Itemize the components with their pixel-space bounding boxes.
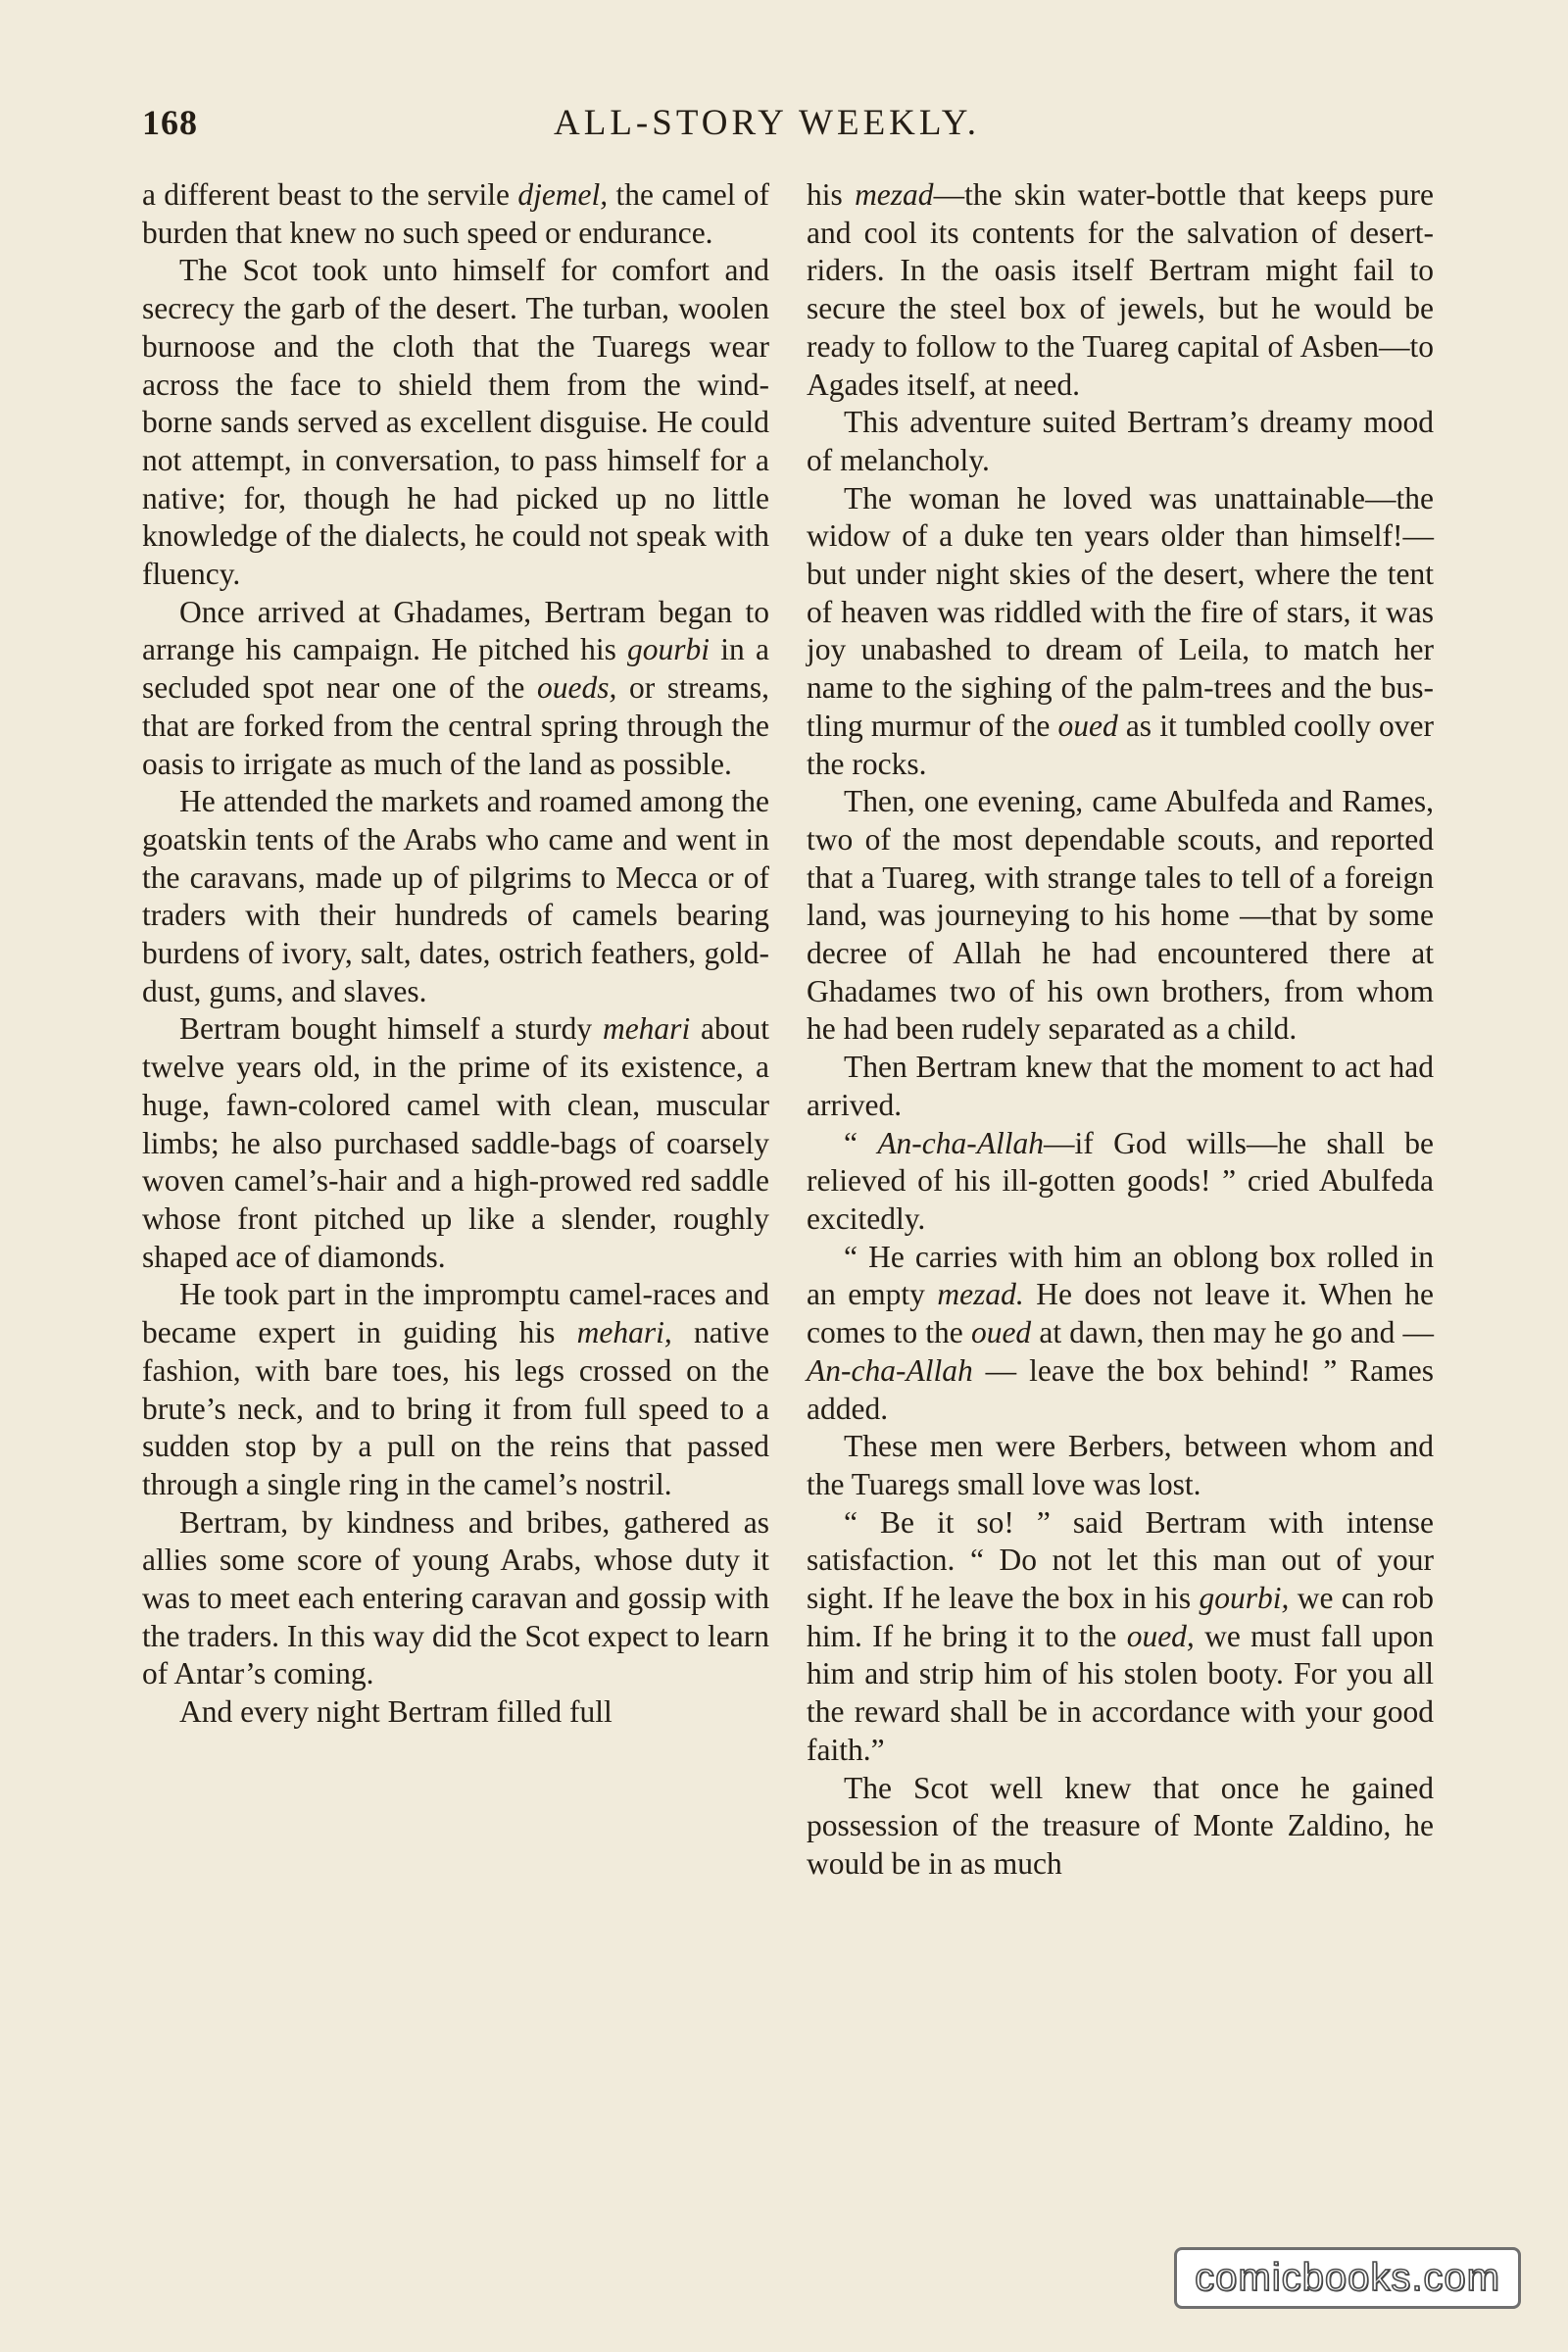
text-run: Then Bertram knew that the moment to act had arrived. [807, 1050, 1434, 1122]
paragraph [807, 176, 1434, 404]
text-run: Once arrived at Ghadames, Bertram began to arrange his campaign. He pitched his [142, 594, 769, 667]
text-run: The Scot well knew that once he gained possession of the treasure of Monte Zaldino, he would be in as much [807, 1770, 1434, 1881]
italic-term: djemel, [517, 177, 609, 212]
italic-term: oued, [1126, 1618, 1195, 1653]
text-run: we must fall upon him and strip him of his stolen booty. For you all the reward shall be in accordance with your good faith.” [807, 1618, 1434, 1767]
paragraph [142, 594, 769, 784]
text-run: —if God wills—he shall be relieved of his ill-gotten goods! ” cried Abulfeda excitedly. [807, 1125, 1434, 1236]
paragraph [807, 783, 1434, 1049]
paragraph [142, 1693, 769, 1732]
italic-term: mehari [602, 1011, 691, 1047]
text-run: This adventure suited Bertram’s dreamy mood of melancholy. [807, 405, 1434, 477]
paragraph [142, 252, 769, 593]
text-run: a different beast to the servile [142, 177, 518, 212]
paragraph [807, 1239, 1434, 1429]
text-run: The woman he loved was unattainable—the widow of a duke ten years older than himself!—but under night skies of the desert, where the tent of heaven was riddled with the fire of stars, it was joy unabashed to dream of Leila, to match her name to the sighing of the palm-trees and the bustling murmur of the [807, 480, 1434, 743]
italic-term: mezad [855, 177, 934, 212]
paragraph [807, 1428, 1434, 1503]
text-run: at dawn, then may he go and — [1031, 1315, 1434, 1350]
text-run: or streams, that are forked from the central spring through the oasis to irrigate as much of the land as possible. [142, 670, 770, 781]
text-run: as it tumbled coolly over the rocks. [807, 708, 1435, 781]
text-run: the camel of burden that knew no such speed or endurance. [142, 177, 769, 250]
text-run: “ Be it so! ” said Bertram with intense satisfaction. “ Do not let this man out of your sight. If he leave the box in his [807, 1504, 1434, 1616]
text-run: He does not leave it. When he comes to the [807, 1277, 1435, 1350]
italic-term: gourbi [627, 632, 710, 667]
text-run: “ [844, 1125, 878, 1160]
paragraph [807, 1125, 1434, 1239]
text-run: — leave the box behind! ” Rames added. [807, 1352, 1434, 1426]
text-run: And every night Bertram filled full [179, 1694, 612, 1730]
text-run: native fashion, with bare toes, his legs crossed on the brute’s neck, and to bring it from full speed to a sudden stop by a pull on the reins that passed through a single ring in the camel’s nostril. [142, 1315, 769, 1501]
paragraph [142, 783, 769, 1010]
paragraph [142, 1010, 769, 1276]
text-run: his [807, 177, 856, 212]
text-run: —the skin water-bottle that keeps pure and cool its contents for the salvation of desert-riders. In the oasis itself Bertram might fail to secure the steel box of jewels, but he would be ready to follow to the Tuareg capital of Asben—to Agades itself, at need. [807, 177, 1435, 402]
page-number: 168 [142, 103, 198, 142]
paragraph [142, 176, 769, 252]
italic-term: An-cha-Allah [807, 1352, 973, 1388]
text-run: in a secluded spot near one of the [142, 632, 769, 706]
text-run: He attended the markets and roamed among the goatskin tents of the Arabs who came and went in the caravans, made up of pilgrims to Mecca or of traders with their hundreds of camels bearing burdens of ivory, salt, dates, ostrich feathers, gold-dust, gums, and slaves. [142, 784, 769, 1008]
text-run: Then, one evening, came Abulfeda and Rames, two of the most dependable scouts, and reported that a Tuareg, with strange tales to tell of a foreign land, was journeying to his home —that by some decree of Allah he had encountered there at Ghadames two of his own brothers, from whom he had been rudely separated as a child. [807, 784, 1434, 1047]
running-title: ALL-STORY WEEKLY. [554, 103, 980, 143]
text-run: He took part in the impromptu camel-races and became expert in guiding his [142, 1277, 769, 1350]
paragraph [142, 1504, 769, 1694]
text-run: about twelve years old, in the prime of its existence, a huge, fawn-colored camel with clean, muscular limbs; he also purchased saddle-bags of coarsely woven camel’s-hair and a high-prowed red saddle whose front pitched up like a slender, roughly shaped ace of diamonds. [142, 1011, 769, 1274]
paragraph [807, 1770, 1434, 1884]
text-run: Bertram bought himself a sturdy [179, 1011, 603, 1047]
right-text-column [807, 176, 1434, 1884]
paragraph [807, 1504, 1434, 1770]
italic-term: An-cha-Allah [877, 1125, 1045, 1160]
text-run: These men were Berbers, between whom and the Tuaregs small love was lost. [807, 1429, 1434, 1501]
page-header [142, 102, 1446, 151]
italic-term: mezad. [937, 1277, 1024, 1312]
italic-term: oueds, [537, 670, 617, 706]
text-run: “ He carries with him an oblong box rolled in an empty [807, 1239, 1434, 1312]
paragraph [807, 1049, 1434, 1124]
italic-term: mehari, [576, 1315, 672, 1350]
paragraph [807, 404, 1434, 479]
paragraph [807, 480, 1434, 784]
italic-term: gourbi, [1199, 1581, 1290, 1616]
italic-term: oued [970, 1315, 1032, 1350]
text-run: we can rob him. If he bring it to the [807, 1581, 1434, 1653]
paragraph [142, 1276, 769, 1503]
text-run: Bertram, by kindness and bribes, gathered as allies some score of young Arabs, whose duty it was to meet each entering caravan and gossip with the traders. In this way did the Scot expect to learn of Antar’s coming. [142, 1504, 769, 1691]
left-text-column [142, 176, 769, 1732]
text-run: The Scot took unto himself for comfort and secrecy the garb of the desert. The turban, woolen burnoose and the cloth that the Tuaregs wear across the face to shield them from the wind-borne sands served as excellent disguise. He could not attempt, in conversation, to pass himself for a native; for, though he had picked up no little knowledge of the dialects, he could not speak with fluency. [142, 253, 769, 592]
italic-term: oued [1057, 708, 1118, 743]
watermark-logo: comicbooks.com [1174, 2247, 1521, 2309]
